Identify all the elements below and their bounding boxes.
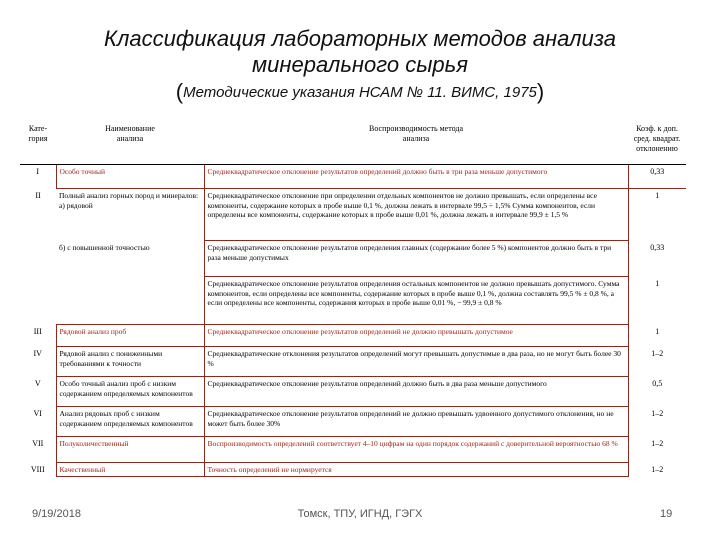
- subtitle-paren-close: ): [536, 79, 545, 104]
- row-name: Качественный: [56, 463, 204, 477]
- row-category: VII: [32, 438, 44, 448]
- row-reproducibility: Среднеквадратическое отклонение результатов определений не должно превышать удвоенного допустимого отклонения, но не может быть более 30%: [204, 407, 628, 437]
- row-name: Полный анализ горных пород и минералов: а) рядовой: [59, 191, 199, 210]
- table-row: [20, 325, 686, 347]
- row-coef: 1–2: [651, 408, 664, 418]
- row-coef: 1: [655, 278, 660, 288]
- row-category: I: [36, 167, 40, 176]
- row-name: Особо точный анализ проб с низким содержанием определяемых компонентов: [56, 377, 204, 407]
- slide-title: [0, 26, 720, 78]
- row-reproducibility: Среднеквадратическое отклонение результатов определения главных (содержание более 5 %) компонентов должно быть в три раза меньше допустимых: [204, 241, 628, 277]
- table-row: [20, 189, 686, 241]
- row-category: VIII: [30, 464, 45, 474]
- row-reproducibility: Среднеквадратическое отклонение результатов определения остальных компонентов не должно превышать допустимого. Сумма компонентов, если определены все компоненты, содержание которых в пробе выше 0,1 %, должна составлять 99,5 % ± 0,8 %, а если определены все компоненты, содержания которых в пробе выше 0,01 %, − 99,9 ± 0,8 %: [204, 277, 628, 325]
- row-reproducibility: Среднеквадратическое отклонение результатов определений должно быть в два раза меньше допустимого: [204, 377, 628, 407]
- row-name: Анализ рядовых проб с низким содержанием определяемых компонентов: [56, 407, 204, 437]
- table-row: [20, 463, 686, 477]
- row-category: IV: [33, 348, 42, 358]
- row-coef: 1–2: [651, 438, 664, 448]
- row-category: [20, 241, 56, 277]
- row-category: II: [35, 190, 41, 200]
- table-header-row: [20, 120, 686, 165]
- table-row: [20, 241, 686, 277]
- row-coef: 1–2: [651, 348, 664, 358]
- row-name: [56, 277, 204, 325]
- table-row: [20, 377, 686, 407]
- row-reproducibility: Среднеквадратическое отклонение результатов определений не должно превышать допустимое: [204, 325, 628, 347]
- row-coef: 0,33: [628, 165, 686, 189]
- row-reproducibility: Среднеквадратические отклонения результатов определений могут превышать допустимые в два раза, но не могут быть более 30 %: [204, 347, 628, 377]
- footer-org: Томск, ТПУ, ИГНД, ГЭГХ: [297, 508, 423, 520]
- row-coef: 0,33: [650, 242, 665, 252]
- table-row: [20, 347, 686, 377]
- row-name: б) с повышенной точностью: [59, 242, 150, 252]
- subtitle-paren-open: (: [175, 79, 184, 104]
- row-category: V: [34, 378, 41, 388]
- title-line-2: минерального сырья: [252, 52, 468, 77]
- subtitle-text: Методические указания НСАМ № 11. ВИМС, 1975: [183, 84, 537, 101]
- row-name: Рядовой анализ с пониженными требованиями к точности: [56, 347, 204, 377]
- header-coef: Коэф. к доп. сред. квадрат. отклонению: [628, 120, 686, 165]
- row-coef: 0,5: [652, 378, 663, 388]
- row-reproducibility: Воспроизводимость определений соответствует 4–10 цифрам на один порядок содержаний с доверительной вероятностью 68 %: [204, 437, 628, 463]
- row-name: Рядовой анализ проб: [56, 325, 204, 347]
- row-category: III: [33, 326, 42, 336]
- row-category: VI: [33, 408, 42, 418]
- row-coef: 1: [655, 191, 660, 200]
- footer-date: 9/19/2018: [32, 508, 81, 520]
- page-number: 19: [660, 508, 673, 520]
- title-line-1: Классификация лабораторных методов анализа: [103, 26, 616, 51]
- row-reproducibility: Точность определений не нормируется: [204, 463, 628, 477]
- row-name: Полуколичественный: [56, 437, 204, 463]
- row-reproducibility: Среднеквадратическое отклонение результатов определений должно быть в три раза меньше допустимого: [204, 165, 628, 189]
- header-category: Кате- гория: [20, 120, 56, 165]
- table-row: [20, 407, 686, 437]
- header-reproducibility: Воспроизводимость метода анализа: [204, 120, 628, 165]
- row-coef: 1: [655, 326, 660, 336]
- table-row: [20, 277, 686, 325]
- row-reproducibility: Среднеквадратическое отклонение при определении отдельных компонентов не должно превышать, если определены все компоненты, содержание которых в пробе выше 0,1 %, должна лежать в интервале 99,5 ÷ 1,5% Сумма компонентов, если определены все компоненты, содержание которых в пробе выше 0,01 %, должна лежать в интервале 99,9 ± 1,5 %: [204, 189, 628, 241]
- slide-subtitle: [0, 79, 720, 104]
- methods-table: [20, 120, 686, 477]
- table-row: [20, 165, 686, 189]
- row-name: Особо точный: [56, 165, 204, 189]
- row-coef: 1–2: [651, 464, 664, 474]
- table-row: [20, 437, 686, 463]
- header-name: Наименование анализа: [56, 120, 204, 165]
- row-category: [20, 277, 56, 325]
